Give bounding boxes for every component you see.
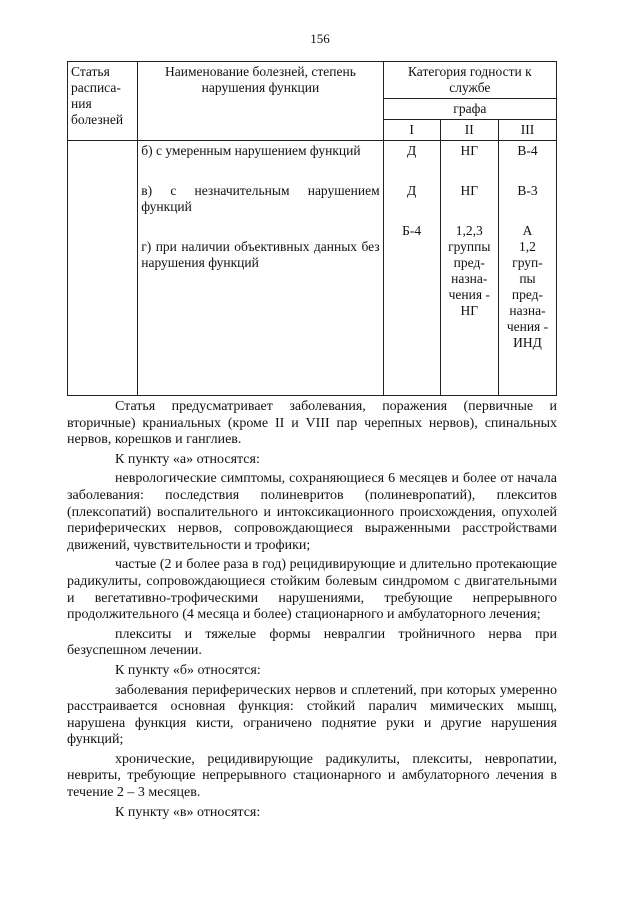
fitness-category-table (67, 61, 557, 396)
header-grafa: графа (383, 99, 556, 120)
header-disease-name: Наименование болезней, степень нарушения функции (138, 62, 383, 141)
item-g-grafa-3: А 1,2 груп- пы пред- назна- чения - ИНД (506, 223, 549, 350)
paragraph: К пункту «в» относятся: (115, 804, 261, 820)
paragraph: плекситы и тяжелые формы невралгии тройничного нерва при безуспешном лечении. (67, 626, 557, 659)
item-b-grafa-3: В-4 (517, 143, 538, 158)
grafa-3-cell (498, 141, 556, 396)
grafa-2-cell (440, 141, 498, 396)
item-v-grafa-3: В-3 (517, 183, 538, 198)
paragraph: К пункту «б» относятся: (115, 662, 261, 678)
paragraph: частые (2 и более раза в год) рецидивирующие и длительно протекающие радикулиты, сопровождающиеся стойким болевым синдромом с двигательными и вегетативно-трофическими нарушениями, требующие непрерывного продолжительного (4 месяца и более) стационарного и амбулаторного лечения; (67, 557, 557, 623)
page-number: 156 (310, 31, 330, 46)
article-cell (68, 141, 138, 396)
header-col-2: II (440, 120, 498, 141)
item-b-name: б) с умеренным нарушением функций (141, 143, 361, 158)
disease-names-cell (138, 141, 383, 396)
item-b-grafa-2: НГ (460, 143, 479, 158)
item-g-grafa-1: Б-4 (402, 223, 422, 238)
item-b-grafa-1: Д (406, 143, 417, 158)
table-row (68, 141, 557, 396)
table-header-row (68, 62, 557, 99)
header-category: Категория годности к службе (383, 62, 556, 99)
grafa-1-cell (383, 141, 440, 396)
paragraph: К пункту «а» относятся: (115, 451, 260, 467)
item-v-grafa-1: Д (406, 183, 417, 198)
item-v-name: в) с незначительным нарушением функций (141, 183, 380, 214)
header-col-1: I (383, 120, 440, 141)
paragraph: хронические, рецидивирующие радикулиты, плекситы, невропатии, невриты, требующие непрерывного стационарного и амбулаторного лечения в течение 2 – 3 месяцев. (67, 751, 557, 801)
article-description (67, 399, 557, 824)
paragraph: неврологические симптомы, сохраняющиеся 6 месяцев и более от начала заболевания: последствия полиневритов (полиневропатий), плекситов (плексопатий) воспалительного и интоксикационного происхождения, опухолей периферических нервов, сопровождающиеся выраженными расстройствами движений, чувствительности и трофики; (67, 471, 557, 553)
paragraph: Статья предусматривает заболевания, поражения (первичные и вторичные) краниальных (кроме II и VIII пар черепных нервов), спинальных нервов, корешков и ганглиев. (67, 399, 557, 448)
item-v-grafa-2: НГ (460, 183, 479, 198)
item-g-name: г) при наличии объективных данных без нарушения функций (141, 239, 380, 270)
item-g-grafa-2: 1,2,3 группы пред- назна- чения - НГ (448, 223, 491, 318)
paragraph: заболевания периферических нервов и сплетений, при которых умеренно расстраивается основная функция: стойкий паралич мимических мышц, нарушена функция кисти, ограничено поднятие руки и другие нарушения функций; (67, 682, 557, 748)
header-article: Статья расписа-ния болезней (68, 62, 138, 141)
header-col-3: III (498, 120, 556, 141)
